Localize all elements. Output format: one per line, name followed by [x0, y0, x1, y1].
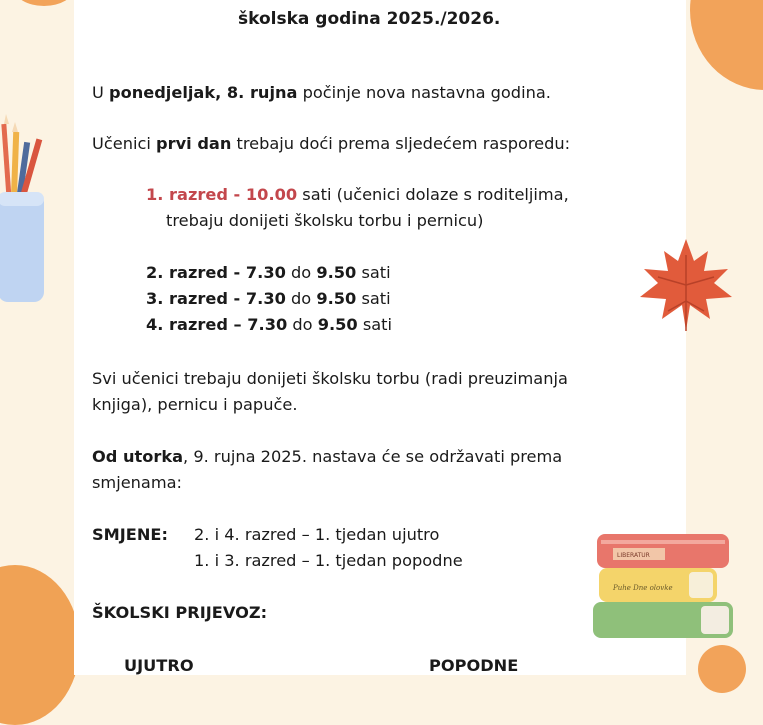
schedule-first-grade: 1. razred - 10.00 sati (učenici dolaze s roditeljima, — [146, 185, 569, 204]
transport-column-afternoon: POPODNE — [429, 656, 519, 675]
book-spine-red: LIBERATUR — [617, 552, 650, 559]
intro-paragraph-1: U ponedjeljak, 8. rujna počinje nova nastavna godina. — [92, 83, 551, 102]
shifts-line-2: 1. i 3. razred – 1. tjedan popodne — [194, 551, 463, 570]
shifts-intro-line-2: smjenama: — [92, 473, 182, 492]
shifts-line-1: 2. i 4. razred – 1. tjedan ujutro — [194, 525, 440, 544]
maple-leaf-icon — [636, 235, 736, 335]
orange-blob-top-right — [690, 0, 763, 90]
transport-heading: ŠKOLSKI PRIJEVOZ: — [92, 603, 268, 622]
shifts-intro: Od utorka, 9. rujna 2025. nastava će se održavati prema — [92, 447, 563, 466]
schedule-row: 4. razred – 7.30 do 9.50 sati — [146, 315, 393, 334]
orange-blob-top-left — [14, 0, 74, 6]
schedule-row: 3. razred - 7.30 do 9.50 sati — [146, 289, 391, 308]
supplies-line-2: knjiga), pernicu i papuče. — [92, 395, 298, 414]
page-title: školska godina 2025./2026. — [238, 9, 501, 29]
orange-blob-bottom-left — [0, 565, 80, 725]
pencil-cup-icon — [0, 112, 50, 307]
intro-paragraph-2: Učenici prvi dan trebaju doći prema sljedećem rasporedu: — [92, 134, 571, 153]
book-stack-icon — [585, 528, 740, 646]
orange-blob-bottom-right — [698, 645, 746, 693]
supplies-line-1: Svi učenici trebaju donijeti školsku torbu (radi preuzimanja — [92, 369, 568, 388]
shifts-label: SMJENE: — [92, 525, 168, 544]
schedule-first-grade-note: trebaju donijeti školsku torbu i pernicu) — [166, 211, 484, 230]
book-spine-yellow: Puhe Dne olovke — [613, 584, 673, 592]
transport-column-morning: UJUTRO — [124, 656, 194, 675]
schedule-row: 2. razred - 7.30 do 9.50 sati — [146, 263, 391, 282]
